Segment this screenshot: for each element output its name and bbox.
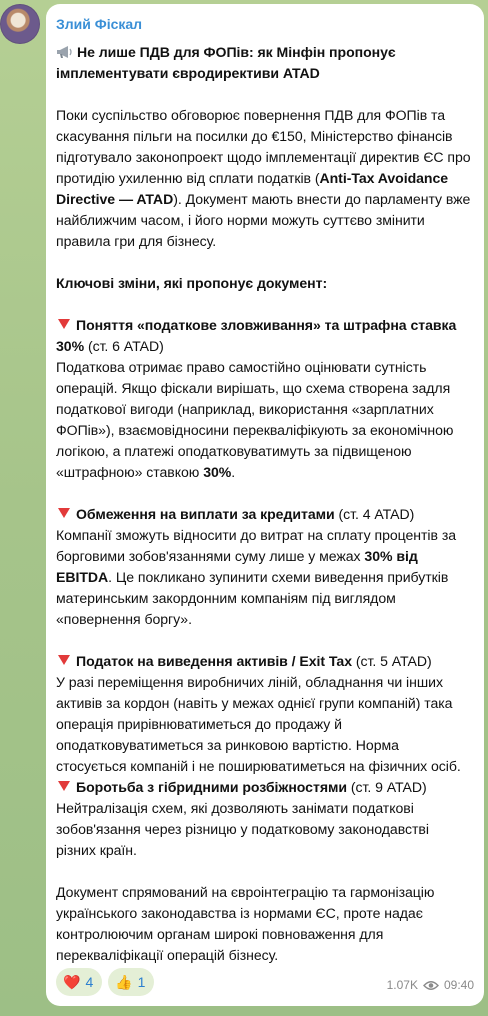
section-hybrid: Боротьба з гібридними розбіжностями (ст. 9 ATAD) Нейтралізація схем, які дозволяють занімати податкові зобов'язання через різницю у податковому законодавстві різних країн.	[56, 779, 429, 858]
red-triangle-icon	[58, 655, 70, 665]
section-interest-limit: Обмеження на виплати за кредитами (ст. 4 ATAD) Компанії зможуть відносити до витрат на сплату процентів за борговими зобов'язаннями суму лише у межах 30% від EBITDA. Це покликано зупинити схеми виведення прибутків материнським закордонним компаніям під виглядом «повернення боргу».	[56, 506, 457, 627]
red-triangle-icon	[58, 781, 70, 791]
thumbs-up-emoji-icon: 👍	[115, 973, 133, 990]
key-changes-heading: Ключові зміни, які пропонує документ:	[56, 275, 328, 291]
red-triangle-icon	[58, 508, 70, 518]
view-count: 1.07K	[386, 978, 418, 992]
intro-paragraph: Поки суспільство обговорює повернення ПДВ для ФОПів та скасування пільги на посилки до €150, Міністерство фінансів підготувало законопроект щодо імплементації директив ЄС про протидію ухиленню від сплати податків (Anti-Tax Avoidance Directive — ATAD). Документ мають внести до парламенту вже найближчим часом, і його норми можуть суттєво змінити правила гри для бізнесу.	[56, 107, 471, 249]
message-time: 09:40	[443, 978, 474, 992]
reactions-bar	[56, 968, 154, 996]
channel-name[interactable]: Злий Фіскал	[56, 16, 143, 32]
eye-icon	[423, 980, 439, 991]
reaction-thumbs-up[interactable]	[108, 968, 154, 996]
post-title: Не лише ПДВ для ФОПів: як Мінфін пропонує імплементувати євродирективи ATAD	[56, 44, 396, 81]
outro-paragraph: Документ спрямований на євроінтеграцію та гармонізацію українського законодавства із нормами ЄС, проте надає контролюючим органам широкі повноваження для перекваліфікації операцій бізнесу.	[56, 884, 435, 963]
reaction-count: 4	[85, 974, 94, 990]
message-bubble	[46, 4, 484, 1006]
reaction-heart[interactable]	[56, 968, 102, 996]
section-exit-tax: Податок на виведення активів / Exit Tax (ст. 5 ATAD) У разі переміщення виробничих ліній, обладнання чи інших активів за кордон (навіть у межах однієї групи компаній) така операція прирівнюватиметься до продажу й оподатковуватиметься за ринковою вартістю. Норма стосується компаній і не поширюватиметься на фізичних осіб.	[56, 653, 461, 774]
reaction-count: 1	[137, 974, 146, 990]
message-text	[56, 42, 472, 966]
heart-emoji-icon: ❤️	[63, 973, 81, 990]
red-triangle-icon	[58, 319, 70, 329]
channel-avatar[interactable]	[0, 4, 40, 44]
megaphone-icon	[56, 45, 74, 59]
message-meta	[387, 978, 474, 992]
section-abuse: Поняття «податкове зловживання» та штрафна ставка 30% (ст. 6 ATAD) Податкова отримає право самостійно оцінювати сутність операцій. Якщо фіскали вирішать, що схема створена задля податкової вигоди (наприклад, використання «зарплатних ФОПів»), взаємовідносини перекваліфікують за економічною логікою, а платежі оподатковуватимуть за підвищеною «штрафною» ставкою 30%.	[56, 317, 457, 480]
